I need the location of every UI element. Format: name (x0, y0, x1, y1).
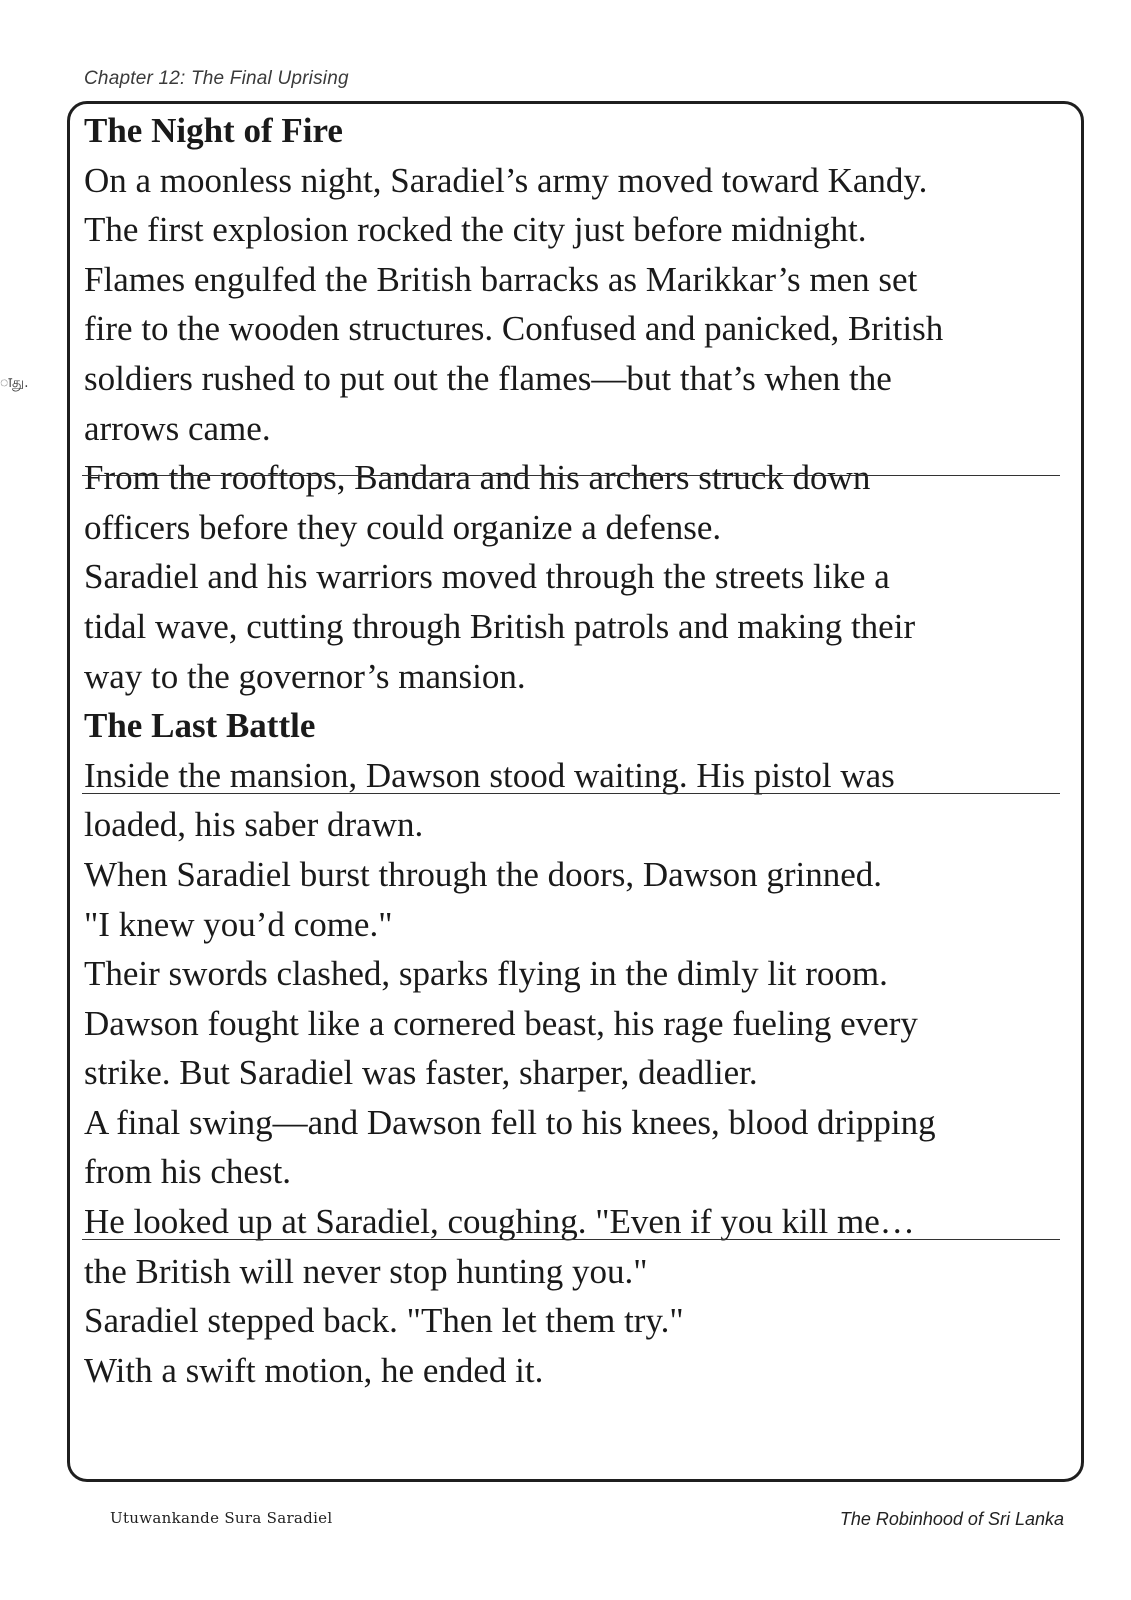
body-line: "I knew you’d come." (84, 904, 393, 944)
body-line: Dawson fought like a cornered beast, his rage fueling every (84, 1003, 918, 1043)
body-line: On a moonless night, Saradiel’s army moved toward Kandy. (84, 160, 928, 200)
page-body (84, 106, 1074, 1395)
body-line-ruled: From the rooftops, Bandara and his archers struck down (84, 453, 1074, 503)
footer-book-title: Utuwankande Sura Saradiel (110, 1509, 333, 1527)
body-line: arrows came. (84, 408, 271, 448)
body-line: A final swing—and Dawson fell to his knees, blood dripping (84, 1102, 936, 1142)
body-line: tidal wave, cutting through British patrols and making their (84, 606, 916, 646)
body-line: Saradiel and his warriors moved through the streets like a (84, 557, 890, 597)
body-line: Saradiel stepped back. "Then let them try." (84, 1301, 684, 1341)
footer-subtitle: The Robinhood of Sri Lanka (839, 1509, 1064, 1529)
body-line: from his chest. (84, 1152, 292, 1192)
body-line: Flames engulfed the British barracks as Marikkar’s men set (84, 259, 918, 299)
body-line: fire to the wooden structures. Confused and panicked, British (84, 309, 944, 349)
body-line: officers before they could organize a defense. (84, 507, 722, 547)
body-line-ruled: He looked up at Saradiel, coughing. "Even if you kill me… (84, 1197, 1074, 1247)
body-line: Their swords clashed, sparks flying in the dimly lit room. (84, 954, 888, 994)
body-line: The first explosion rocked the city just before midnight. (84, 210, 867, 250)
chapter-header: Chapter 12: The Final Uprising (84, 68, 349, 89)
body-line: soldiers rushed to put out the flames—but that’s when the (84, 358, 892, 398)
margin-fragment: ाது. (0, 375, 29, 391)
body-line-ruled: Inside the mansion, Dawson stood waiting. His pistol was (84, 751, 1074, 801)
body-line: With a swift motion, he ended it. (84, 1350, 544, 1390)
body-line: When Saradiel burst through the doors, Dawson grinned. (84, 854, 883, 894)
body-line: strike. But Saradiel was faster, sharper, deadlier. (84, 1053, 758, 1093)
section-heading-night-of-fire: The Night of Fire (84, 111, 343, 150)
section-heading-last-battle: The Last Battle (84, 706, 316, 746)
body-line: loaded, his saber drawn. (84, 805, 424, 845)
body-line: way to the governor’s mansion. (84, 656, 526, 696)
body-line: the British will never stop hunting you." (84, 1251, 648, 1291)
